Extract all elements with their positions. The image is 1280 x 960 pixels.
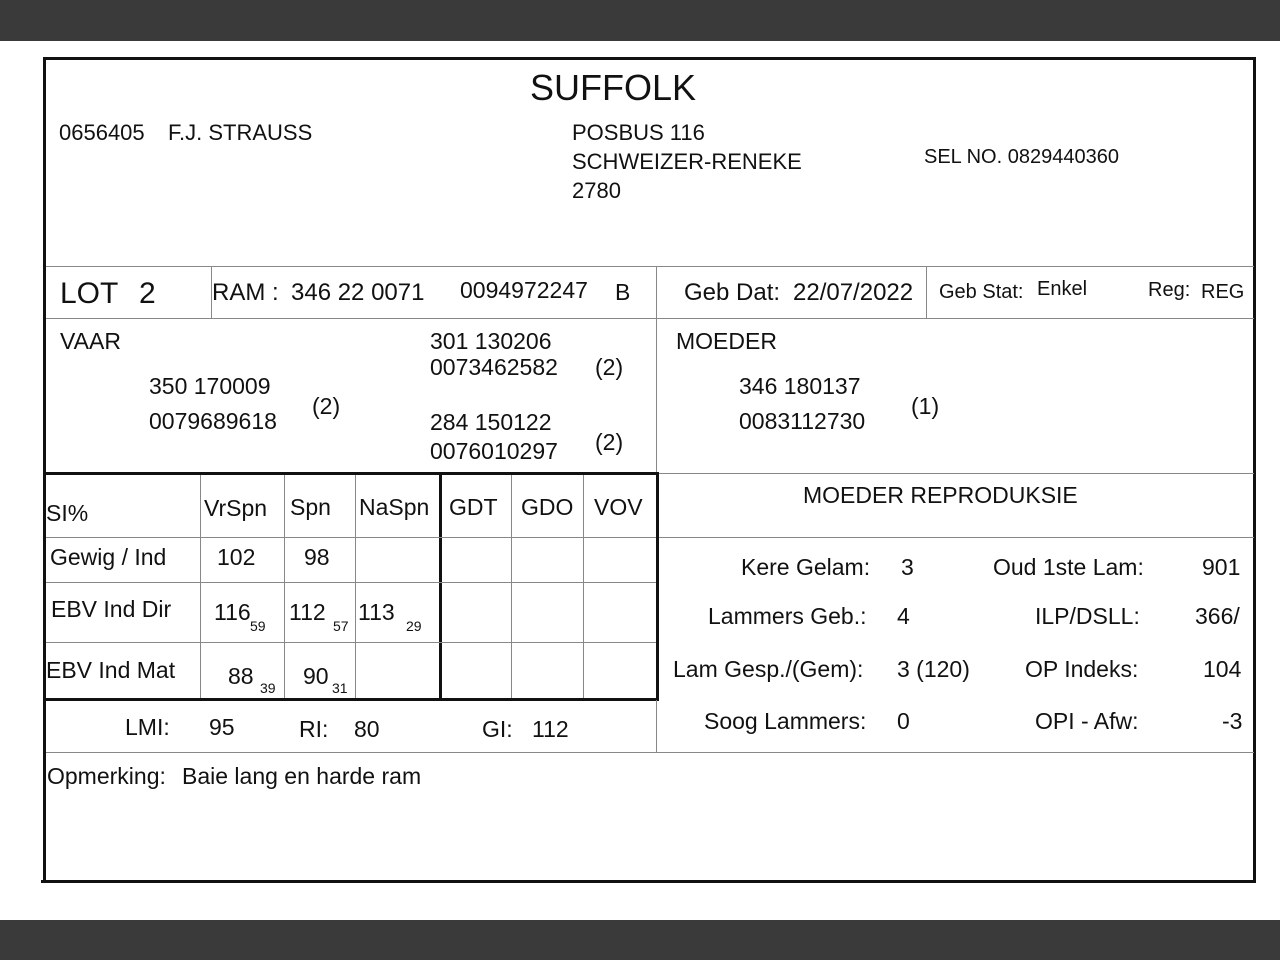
gi-value: 112 <box>532 716 569 742</box>
si-row-line-3 <box>46 642 656 643</box>
oud-value: 901 <box>1202 554 1241 580</box>
ram-label: RAM : <box>212 279 279 306</box>
bottom-bar <box>0 920 1280 960</box>
birth-date-label: Geb Dat: <box>684 279 781 306</box>
breed-title: SUFFOLK <box>530 67 697 108</box>
si-header-gdo: GDO <box>521 494 574 520</box>
si-col-line-1 <box>200 475 201 698</box>
dam-label: MOEDER <box>676 328 777 354</box>
ilp-value: 366/ <box>1195 603 1240 629</box>
divider-pedigree <box>656 318 657 473</box>
breeder-number: 0656405 <box>59 120 145 145</box>
cell-spn: 112 <box>289 599 326 625</box>
lmi-label: LMI: <box>125 714 170 740</box>
ram-grade: B <box>615 279 631 305</box>
ri-value: 80 <box>354 716 380 742</box>
top-bar <box>0 0 1280 41</box>
soog-value: 0 <box>897 708 910 734</box>
cell-vrspn: 88 <box>228 663 254 689</box>
opi-value: -3 <box>1222 708 1243 734</box>
lammers-geb-value: 4 <box>897 603 910 629</box>
cell-vrspn-sub: 39 <box>260 680 276 696</box>
sire-sire-id: 301 130206 <box>430 328 552 354</box>
kere-gelam-value: 3 <box>901 554 914 580</box>
cell-spn-sub: 57 <box>333 618 349 634</box>
sire-sire-code: (2) <box>595 354 624 380</box>
divider-date <box>926 266 927 318</box>
card-border-left <box>43 57 46 883</box>
si-table-right <box>656 472 659 701</box>
si-table-mid <box>439 472 442 701</box>
lam-gesp-label: Lam Gesp./(Gem): <box>673 656 864 682</box>
cell-naspn: 113 <box>358 599 395 625</box>
sire-reg: 0079689618 <box>149 408 277 434</box>
sire-dam-code: (2) <box>595 429 624 455</box>
remark-text: Baie lang en harde ram <box>182 763 422 789</box>
address-line-2: SCHWEIZER-RENEKE <box>572 149 802 174</box>
kere-gelam-label: Kere Gelam: <box>741 554 871 580</box>
si-table-top <box>43 472 659 475</box>
ilp-label: ILP/DSLL: <box>1035 603 1140 629</box>
cell-naspn-sub: 29 <box>406 618 422 634</box>
row-label: EBV Ind Mat <box>46 657 176 683</box>
birth-status: Enkel <box>1037 278 1088 300</box>
dam-code: (1) <box>911 393 940 419</box>
oud-label: Oud 1ste Lam: <box>993 554 1144 580</box>
sire-sire-reg: 0073462582 <box>430 354 558 380</box>
row-label: EBV Ind Dir <box>51 596 172 622</box>
sire-label: VAAR <box>60 328 121 354</box>
divider-indexes-bottom <box>46 752 1254 753</box>
si-col-line-5 <box>583 475 584 698</box>
si-col-line-4 <box>511 475 512 698</box>
soog-label: Soog Lammers: <box>704 708 867 734</box>
cell-vrspn: 116 <box>214 599 251 625</box>
op-indeks-value: 104 <box>1203 656 1242 682</box>
si-header-vov: VOV <box>594 494 643 520</box>
card-border-right <box>1253 57 1256 883</box>
breeder-name: F.J. STRAUSS <box>168 120 313 145</box>
si-header-gdt: GDT <box>449 494 498 520</box>
cell-spn-sub: 31 <box>332 680 348 696</box>
cell-vrspn: 102 <box>217 544 256 570</box>
card-border-bottom <box>41 880 1254 883</box>
si-header-naspn: NaSpn <box>359 494 430 520</box>
si-row-line-1 <box>46 537 656 538</box>
si-corner: SI% <box>46 500 89 526</box>
lammers-geb-label: Lammers Geb.: <box>708 603 867 629</box>
divider-id-bottom <box>46 318 1254 319</box>
dam-reg: 0083112730 <box>739 408 866 434</box>
birth-status-label: Geb Stat: <box>939 281 1024 303</box>
cell-spn: 98 <box>304 544 330 570</box>
sire-code: (2) <box>312 393 341 419</box>
reg-value: REG <box>1201 281 1245 303</box>
si-header-vrspn: VrSpn <box>204 495 268 521</box>
opi-label: OPI - Afw: <box>1035 708 1139 734</box>
divider-id-top <box>46 266 1254 267</box>
card-border-top <box>43 57 1256 60</box>
cell-vrspn-sub: 59 <box>250 618 266 634</box>
repro-title: MOEDER REPRODUKSIE <box>803 482 1078 508</box>
cell-spn: 90 <box>303 663 329 689</box>
gi-label: GI: <box>482 716 513 742</box>
sel-no: SEL NO. 0829440360 <box>924 146 1119 168</box>
address-line-3: 2780 <box>572 178 621 203</box>
lot-label: LOT <box>60 277 119 310</box>
lot-number: 2 <box>139 277 156 310</box>
ram-id: 346 22 0071 <box>291 279 425 306</box>
divider-repro-title <box>659 537 1254 538</box>
divider-ram <box>656 266 657 318</box>
si-header-spn: Spn <box>290 494 331 520</box>
remark-label: Opmerking: <box>47 763 166 789</box>
birth-date: 22/07/2022 <box>793 279 914 306</box>
sire-dam-reg: 0076010297 <box>430 438 558 464</box>
row-label: Gewig / Ind <box>50 544 167 570</box>
lam-gesp-value: 3 (120) <box>897 656 970 682</box>
si-col-line-3 <box>355 475 356 698</box>
si-col-line-2 <box>284 475 285 698</box>
divider-repro-top <box>659 473 1254 474</box>
divider-repro-left <box>656 700 657 752</box>
reg-label: Reg: <box>1148 279 1191 301</box>
si-table-bottom <box>43 698 659 701</box>
sire-dam-id: 284 150122 <box>430 409 552 435</box>
dam-id: 346 180137 <box>739 373 861 399</box>
ri-label: RI: <box>299 716 329 742</box>
address-line-1: POSBUS 116 <box>572 120 705 145</box>
si-row-line-2 <box>46 582 656 583</box>
sire-id: 350 170009 <box>149 373 271 399</box>
lmi-value: 95 <box>209 714 235 740</box>
op-indeks-label: OP Indeks: <box>1025 656 1139 682</box>
ram-reg-no: 0094972247 <box>460 277 588 303</box>
